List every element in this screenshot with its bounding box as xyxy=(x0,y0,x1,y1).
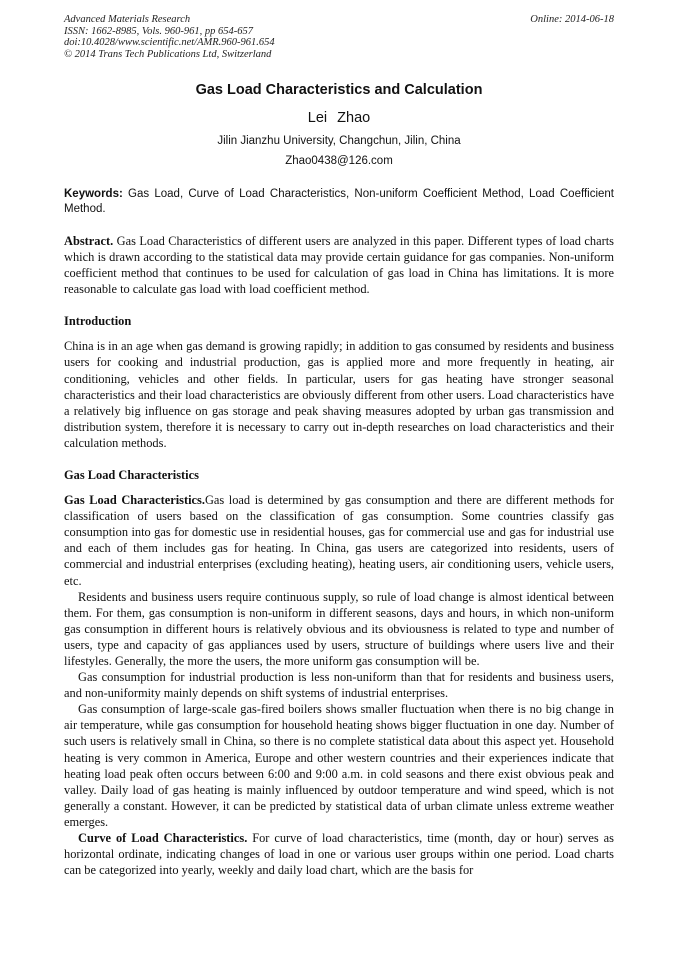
gas-load-paragraph-2: Residents and business users require continuous supply, so rule of load change is almost identical between them. For them, gas consumption is non-uniform in different seasons, days and hours, in which non-uniform gas consumption in different hours is relatively obvious and its obviousness is related to type and number of users, type and capacity of gas appliances used by users, structure of buildings where users live and their lifestyles. Generally, the more the users, the more uniform gas consumption will be. xyxy=(64,589,614,668)
introduction-heading: Introduction xyxy=(64,314,132,329)
copyright-line: © 2014 Trans Tech Publications Ltd, Switzerland xyxy=(64,48,272,60)
load-curve-paragraph xyxy=(64,830,614,878)
journal-header xyxy=(64,14,614,60)
abstract-paragraph xyxy=(64,233,614,297)
keywords-label: Keywords: xyxy=(64,188,123,200)
gas-load-paragraph-3: Gas consumption for industrial production is less non-uniform than that for residents and business users, and non-uniformity mainly depends on shift systems of industrial enterprises. xyxy=(64,670,614,701)
author-name: Lei Zhao xyxy=(307,110,371,126)
author-email: Zhao0438@126.com xyxy=(285,155,393,167)
abstract-label: Abstract. xyxy=(64,234,114,248)
gas-load-paragraph-1-text: Gas load is determined by gas consumption and there are different methods for classification of users based on the classification of gas consumption. Some countries classify gas consumption into gas for domestic use in residential houses, gas for commercial use and gas for industrial use and each of them includes gas for heating. In China, gas users are categorized into residents, users of commercial and industrial enterprises (excluding heating), heating users, air conditioning users, vehicle users, etc. xyxy=(64,493,614,588)
keywords-text: Gas Load, Curve of Load Characteristics, Non-uniform Coefficient Method, Load Coefficient Method. xyxy=(64,188,614,215)
issn-line: ISSN: 1662-8985, Vols. 960-961, pp 654-657 xyxy=(64,25,253,37)
load-curve-paragraph-text: For curve of load characteristics, time (month, day or hour) serves as horizontal ordinate, indicating changes of load in one or various user groups within one period. Load charts can be categorized into yearly, weekly and daily load chart, which are the basis for xyxy=(64,831,614,878)
gas-load-paragraph-1 xyxy=(64,492,614,589)
keywords-block xyxy=(64,187,614,217)
journal-name: Advanced Materials Research xyxy=(64,14,191,25)
load-curve-inline-heading: Curve of Load Characteristics. xyxy=(78,831,248,845)
author-affiliation: Jilin Jianzhu University, Changchun, Jilin, China xyxy=(217,135,461,147)
introduction-paragraph: China is in an age when gas demand is growing rapidly; in addition to gas consumed by residents and business users for cooking and industrial production, gas is applied more and more frequently in heating, air conditioning, vehicles and other fields. In particular, users for gas heating have stronger seasonal characteristics and their load characteristics are obviously different from other users. Load characteristics have a relatively big influence on gas storage and peak shaving measures adopted by urban gas transmission and distribution system, therefore it is necessary to carry out in-depth researches on load characteristics and their calculation methods. xyxy=(64,339,614,450)
doi-line: doi:10.4028/www.scientific.net/AMR.960-961.654 xyxy=(64,37,275,48)
section-heading-gas-load: Gas Load Characteristics xyxy=(64,468,199,483)
online-date: Online: 2014-06-18 xyxy=(530,14,614,25)
gas-load-paragraph-4: Gas consumption of large-scale gas-fired boilers shows smaller fluctuation when there is no big change in air temperature, while gas consumption for household heating shows bigger fluctuation in one day. Number of such users is relatively small in China, so there is no complete statistical data about this aspect yet. Household heating is very common in America, Europe and other western countries and their experiences indicate that heating load peak often occurs between 6:00 and 9:00 a.m. in cold seasons and there exist obvious peak and valley. Daily load of gas heating is mainly influenced by outdoor temperature and wind speed, which is not generally a constant. However, it can be predicted by statistical data of urban climate unless extreme weather emerges. xyxy=(64,702,614,829)
abstract-text: Gas Load Characteristics of different users are analyzed in this paper. Different types of load charts which is drawn according to the statistical data may provide certain guidance for gas companies. Non-uniform coefficient method that continues to be used for calculation of gas load in China has limitations. It is more reasonable to calculate gas load with load coefficient method. xyxy=(64,234,614,297)
paper-title: Gas Load Characteristics and Calculation xyxy=(195,82,483,98)
gas-load-inline-heading: Gas Load Characteristics. xyxy=(64,493,205,508)
